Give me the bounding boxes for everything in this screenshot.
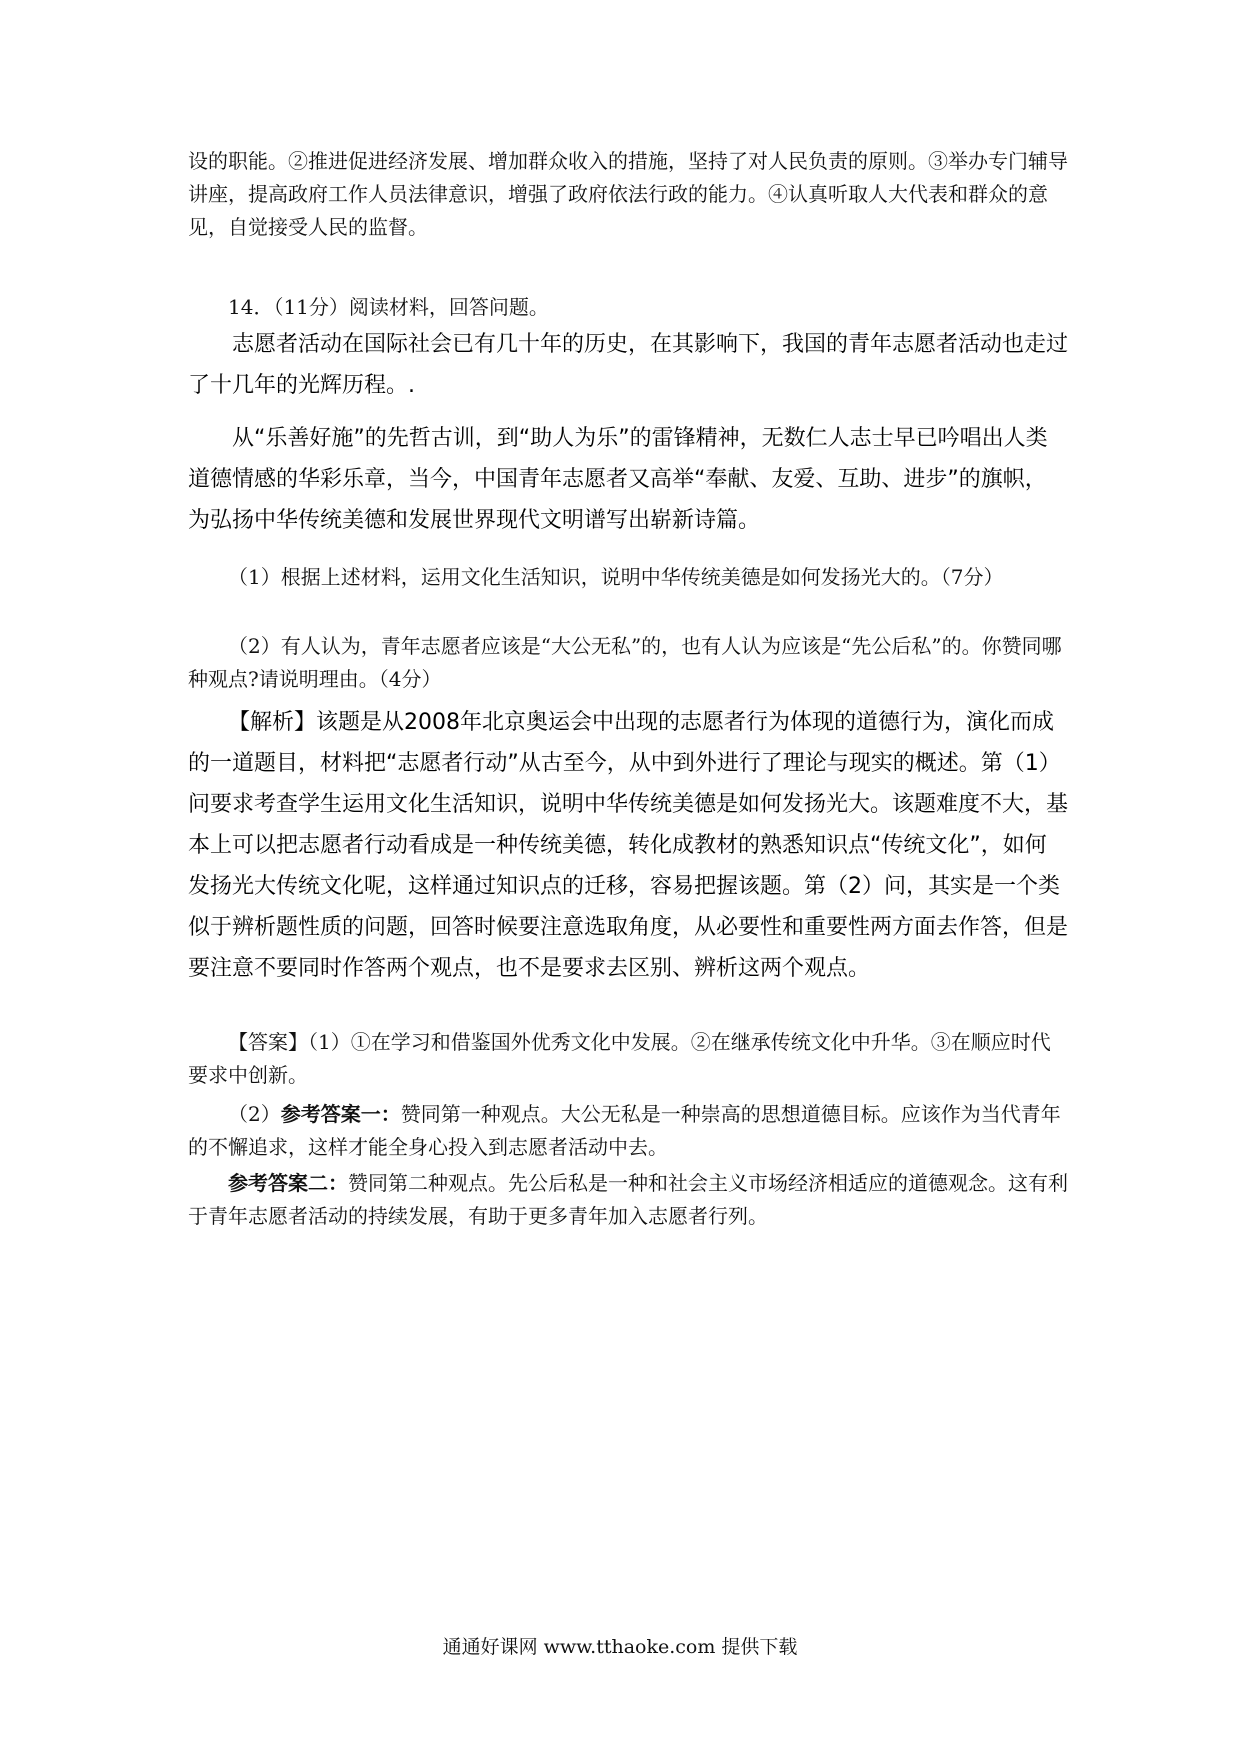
answer-label: 【答案】 [228, 1030, 308, 1054]
reference-answer-2 [188, 1167, 1068, 1233]
sub-question-1: （1）根据上述材料，运用文化生活知识，说明中华传统美德是如何发扬光大的。（7分） [228, 565, 1004, 589]
answer-part-2 [188, 1098, 1068, 1164]
continuation-text: 设的职能。②推进促进经济发展、增加群众收入的措施，坚持了对人民负责的原则。③举办专门辅导讲座，提高政府工作人员法律意识，增强了政府依法行政的能力。④认真听取人大代表和群众的意见，自觉接受人民的监督。 [188, 149, 1068, 239]
sub-question-2: （2）有人认为，青年志愿者应该是“大公无私”的，也有人认为应该是“先公后私”的。你赞同哪种观点?请说明理由。（4分） [188, 634, 1062, 691]
material-paragraph-1: 志愿者活动在国际社会已有几十年的历史，在其影响下，我国的青年志愿者活动也走过了十几年的光辉历程。. [188, 332, 1069, 398]
analysis-label: 【解析】 [228, 710, 317, 735]
reference-answer-2-label: 参考答案二： [228, 1171, 348, 1195]
answer-part-2-prefix: （2） [228, 1102, 281, 1126]
answer-part-1-text: （1）①在学习和借鉴国外优秀文化中发展。②在继承传统文化中升华。③在顺应时代要求中创新。 [188, 1030, 1051, 1087]
previous-answer-continuation [188, 145, 1068, 244]
reference-answer-2-text: 赞同第二种观点。先公后私是一种和社会主义市场经济相适应的道德观念。这有利于青年志愿者活动的持续发展，有助于更多青年加入志愿者行列。 [188, 1171, 1068, 1228]
analysis-text: 该题是从2008年北京奥运会中出现的志愿者行为体现的道德行为，演化而成的一道题目，材料把“志愿者行动”从古至今，从中到外进行了理论与现实的概述。第（1）问要求考查学生运用文化生活知识，说明中华传统美德是如何发扬光大。该题难度不大，基本上可以把志愿者行动看成是一种传统美德，转化成教材的熟悉知识点“传统文化”，如何发扬光大传统文化呢，这样通过知识点的迁移，容易把握该题。第（2）问，其实是一个类似于辨析题性质的问题，回答时候要注意选取角度，从必要性和重要性两方面去作答，但是要注意不要同时作答两个观点，也不是要求去区别、辨析这两个观点。 [188, 710, 1069, 981]
material-paragraph-2: 从“乐善好施”的先哲古训，到“助人为乐”的雷锋精神，无数仁人志士早已吟唱出人类道德情感的华彩乐章，当今，中国青年志愿者又高举“奉献、友爱、互助、进步”的旗帜，为弘扬中华传统美德和发展世界现代文明谱写出崭新诗篇。 [188, 426, 1048, 533]
answer-part-1 [188, 1026, 1068, 1092]
page-footer: 通通好课网 www.tthaoke.com 提供下载 [442, 1636, 798, 1658]
analysis-section [188, 702, 1068, 989]
reference-answer-1-label: 参考答案一： [280, 1102, 401, 1126]
reference-answer-1-text: 赞同第一种观点。大公无私是一种崇高的思想道德目标。应该作为当代青年的不懈追求，这样才能全身心投入到志愿者活动中去。 [188, 1102, 1061, 1159]
question-header: 14．（11分）阅读材料，回答问题。 [228, 295, 549, 319]
